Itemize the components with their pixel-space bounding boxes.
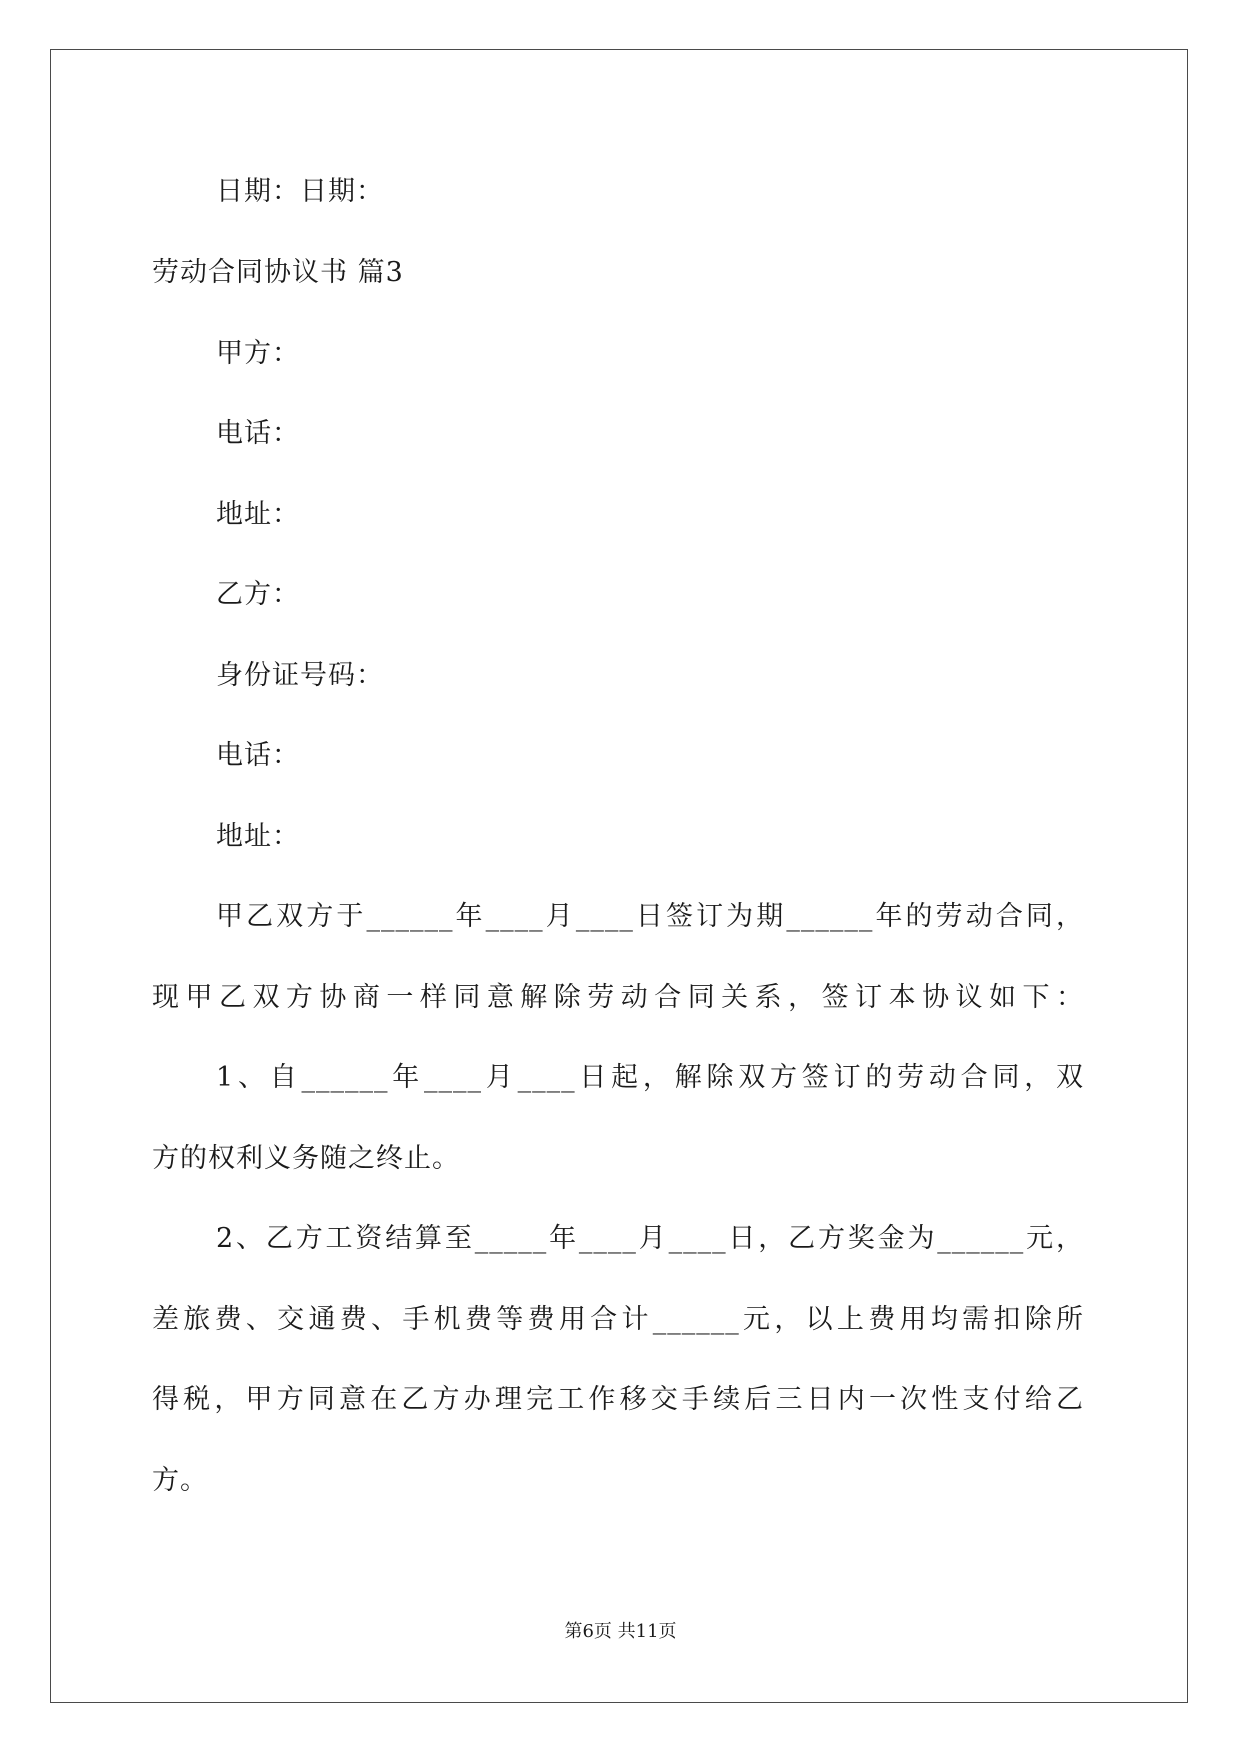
clause-2-line-3: 得税，甲方同意在乙方办理完工作移交手续后三日内一次性支付给乙	[152, 1384, 1084, 1415]
party-b-address-label: 地址：	[216, 821, 300, 852]
party-a-phone-label: 电话：	[216, 418, 300, 449]
party-b-phone-label: 电话：	[216, 740, 300, 771]
date-line: 日期：日期：	[216, 176, 384, 207]
section-title: 劳动合同协议书 篇3	[152, 257, 404, 288]
page-border	[50, 49, 1188, 1703]
clause-2-line-1: 2、乙方工资结算至_____年____月____日，乙方奖金为______元，	[216, 1223, 1084, 1254]
party-a-label: 甲方：	[216, 338, 300, 369]
party-b-label: 乙方：	[216, 579, 300, 610]
party-a-address-label: 地址：	[216, 499, 300, 530]
clause-1-line-1: 1、自______年____月____日起，解除双方签订的劳动合同，双	[216, 1062, 1084, 1093]
clause-1-line-2: 方的权利义务随之终止。	[152, 1143, 460, 1174]
page-number-footer: 第6页 共11页	[564, 1621, 677, 1642]
paragraph-intro-line-1: 甲乙双方于______年____月____日签订为期______年的劳动合同，	[216, 901, 1084, 932]
clause-2-line-4: 方。	[152, 1465, 208, 1496]
paragraph-intro-line-2: 现甲乙双方协商一样同意解除劳动合同关系，签订本协议如下：	[152, 982, 1084, 1013]
clause-2-line-2: 差旅费、交通费、手机费等费用合计______元，以上费用均需扣除所	[152, 1304, 1084, 1335]
party-b-id-label: 身份证号码：	[216, 660, 384, 691]
